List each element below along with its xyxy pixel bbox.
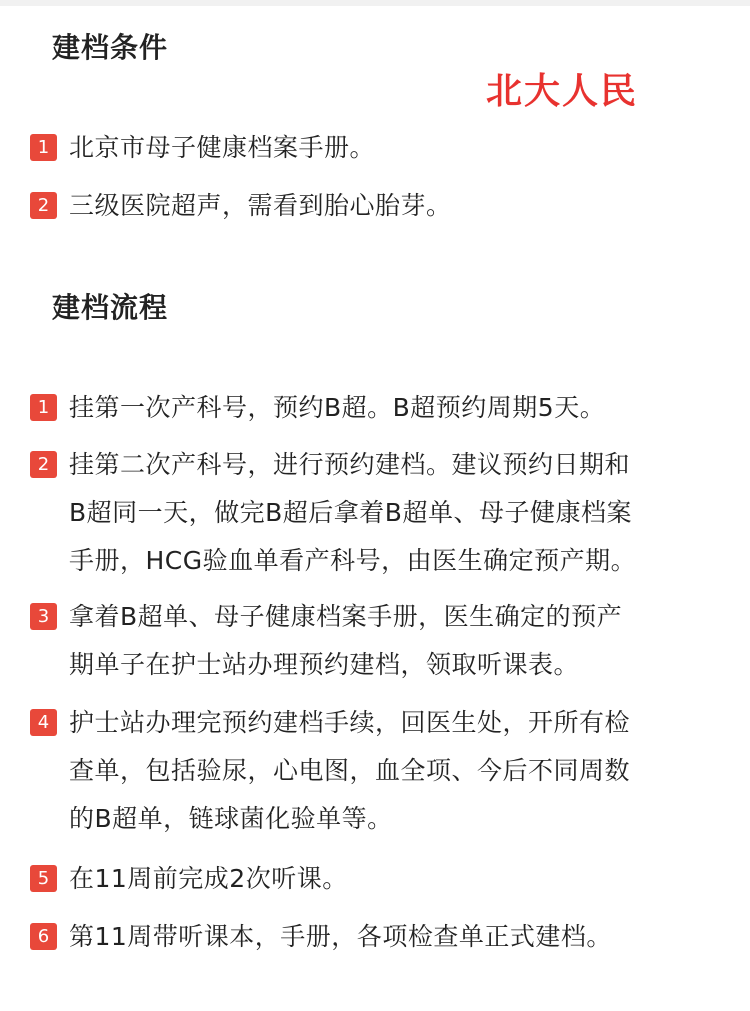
condition-text: 北京市母子健康档案手册。: [69, 133, 376, 162]
number-badge: 1: [30, 394, 57, 421]
process-text: 挂第一次产科号，预约B超。B超预约周期5天。: [69, 393, 606, 422]
process-item-1: [30, 384, 730, 432]
condition-text: 三级医院超声，需看到胎心胎芽。: [69, 191, 452, 220]
number-badge: 5: [30, 865, 57, 892]
process-text: 挂第二次产科号，进行预约建档。建议预约日期和 B超同一天，做完B超后拿着B超单、母子健康档案 手册，HCG验血单看产科号，由医生确定预产期。: [69, 450, 637, 575]
number-badge: 3: [30, 603, 57, 630]
process-text: 护士站办理完预约建档手续，回医生处，开所有检 查单，包括验尿，心电图，血全项、今后不同周数 的B超单，链球菌化验单等。: [69, 708, 631, 833]
number-badge: 2: [30, 192, 57, 219]
process-text: 第11周带听课本，手册，各项检查单正式建档。: [69, 922, 612, 951]
process-item-4: [30, 699, 730, 843]
process-item-6: [30, 913, 730, 961]
process-text: 在11周前完成2次听课。: [69, 864, 348, 893]
process-item-2: [30, 441, 730, 585]
number-badge: 6: [30, 923, 57, 950]
top-divider: [0, 0, 750, 6]
process-item-5: [30, 855, 730, 903]
condition-item-1: [30, 124, 730, 172]
watermark-stamp: 北大人民: [486, 71, 639, 112]
number-badge: 1: [30, 134, 57, 161]
process-title: 建档流程: [52, 291, 169, 324]
process-text: 拿着B超单、母子健康档案手册，医生确定的预产 期单子在护士站办理预约建档，领取听课表。: [69, 602, 623, 679]
condition-item-2: [30, 182, 730, 230]
process-item-3: [30, 593, 730, 689]
conditions-title: 建档条件: [52, 31, 169, 64]
number-badge: 2: [30, 451, 57, 478]
number-badge: 4: [30, 709, 57, 736]
